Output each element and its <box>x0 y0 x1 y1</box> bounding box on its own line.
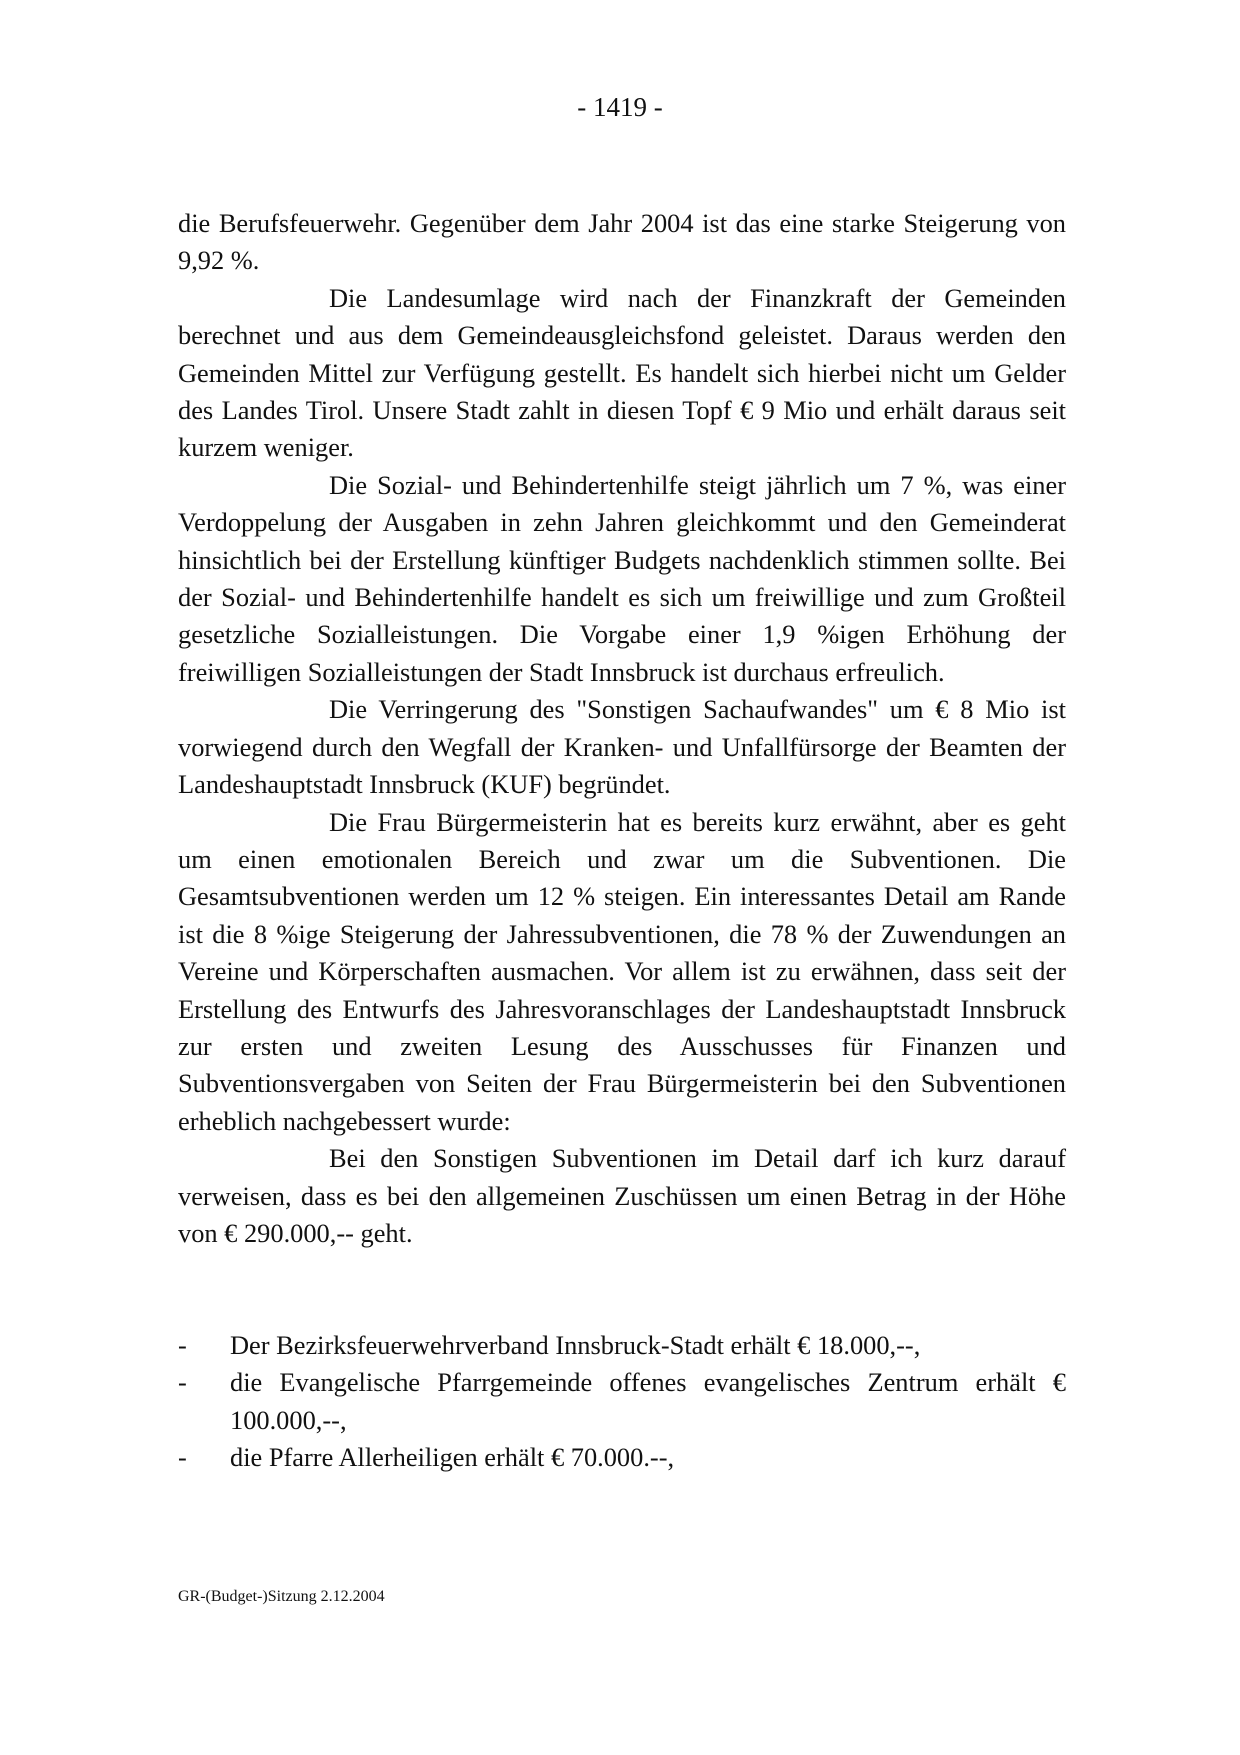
paragraph: Bei den Sonstigen Subventionen im Detail darf ich kurz darauf verweisen, dass es bei den allgemeinen Zuschüssen um einen Betrag in der Höhe von € 290.000,-- geht. <box>178 1143 1066 1248</box>
paragraph: Die Verringerung des "Sonstigen Sachaufwandes" um € 8 Mio ist vorwiegend durch den Wegfall der Kranken- und Unfallfürsorge der Beamten der Landeshauptstadt Innsbruck (KUF) begründet. <box>178 694 1066 800</box>
paragraph: Die Sozial- und Behindertenhilfe steigt jährlich um 7 %, was einer Verdoppelung der Ausgaben in zehn Jahren gleichkommt und den Gemeinderat hinsichtlich bei der Erstellung künftiger Budgets nachdenklich stimmen sollte. Bei der Sozial- und Behindertenhilfe handelt es sich um freiwillige und zum Großteil gesetzliche Sozialleistungen. Die Vorgabe einer 1,9 %igen Erhöhung der freiwilligen Sozialleistungen der Stadt Innsbruck ist durchaus erfreulich. <box>178 469 1066 687</box>
paragraph: Die Landesumlage wird nach der Finanzkraft der Gemeinden berechnet und aus dem Gemeindeausgleichsfond geleistet. Daraus werden den Gemeinden Mittel zur Verfügung gestellt. Es handelt sich hierbei nicht um Gelder des Landes Tirol. Unsere Stadt zahlt in diesen Topf € 9 Mio und erhält daraus seit kurzem weniger. <box>178 282 1066 463</box>
paragraph: Die Frau Bürgermeisterin hat es bereits kurz erwähnt, aber es geht um einen emotionalen Bereich und zwar um die Subventionen. Die Gesamtsubventionen werden um 12 % steigen. Ein interessantes Detail am Rande ist die 8 %ige Steigerung der Jahressubventionen, die 78 % der Zuwendungen an Vereine und Körperschaften ausmachen. Vor allem ist zu erwähnen, dass seit der Erstellung des Entwurfs des Jahresvoranschlages der Landeshauptstadt Innsbruck zur ersten und zweiten Lesung des Ausschusses für Finanzen und Subventionsvergaben von Seiten der Frau Bürgermeisterin bei den Subventionen erheblich nachgebessert wurde: <box>178 806 1066 1136</box>
list-item <box>178 1439 1066 1476</box>
list-marker: - <box>178 1442 187 1473</box>
subsidy-list <box>178 1327 1066 1477</box>
list-item-text: die Evangelische Pfarrgemeinde offenes evangelisches Zentrum erhält € 100.000,--, <box>230 1367 1066 1435</box>
list-item-text: die Pfarre Allerheiligen erhält € 70.000.--, <box>230 1442 675 1473</box>
paragraph: die Berufsfeuerwehr. Gegenüber dem Jahr 2004 ist das eine starke Steigerung von 9,92 %. <box>178 208 1066 276</box>
list-item <box>178 1327 1066 1364</box>
page-number: - 1419 - <box>577 92 663 122</box>
list-item <box>178 1364 1066 1439</box>
footer-session-label: GR-(Budget-)Sitzung 2.12.2004 <box>178 1588 385 1605</box>
body-text <box>178 205 1066 1252</box>
list-item-text: Der Bezirksfeuerwehrverband Innsbruck-Stadt erhält € 18.000,--, <box>230 1330 921 1360</box>
list-marker: - <box>178 1330 187 1360</box>
list-marker: - <box>178 1367 187 1398</box>
